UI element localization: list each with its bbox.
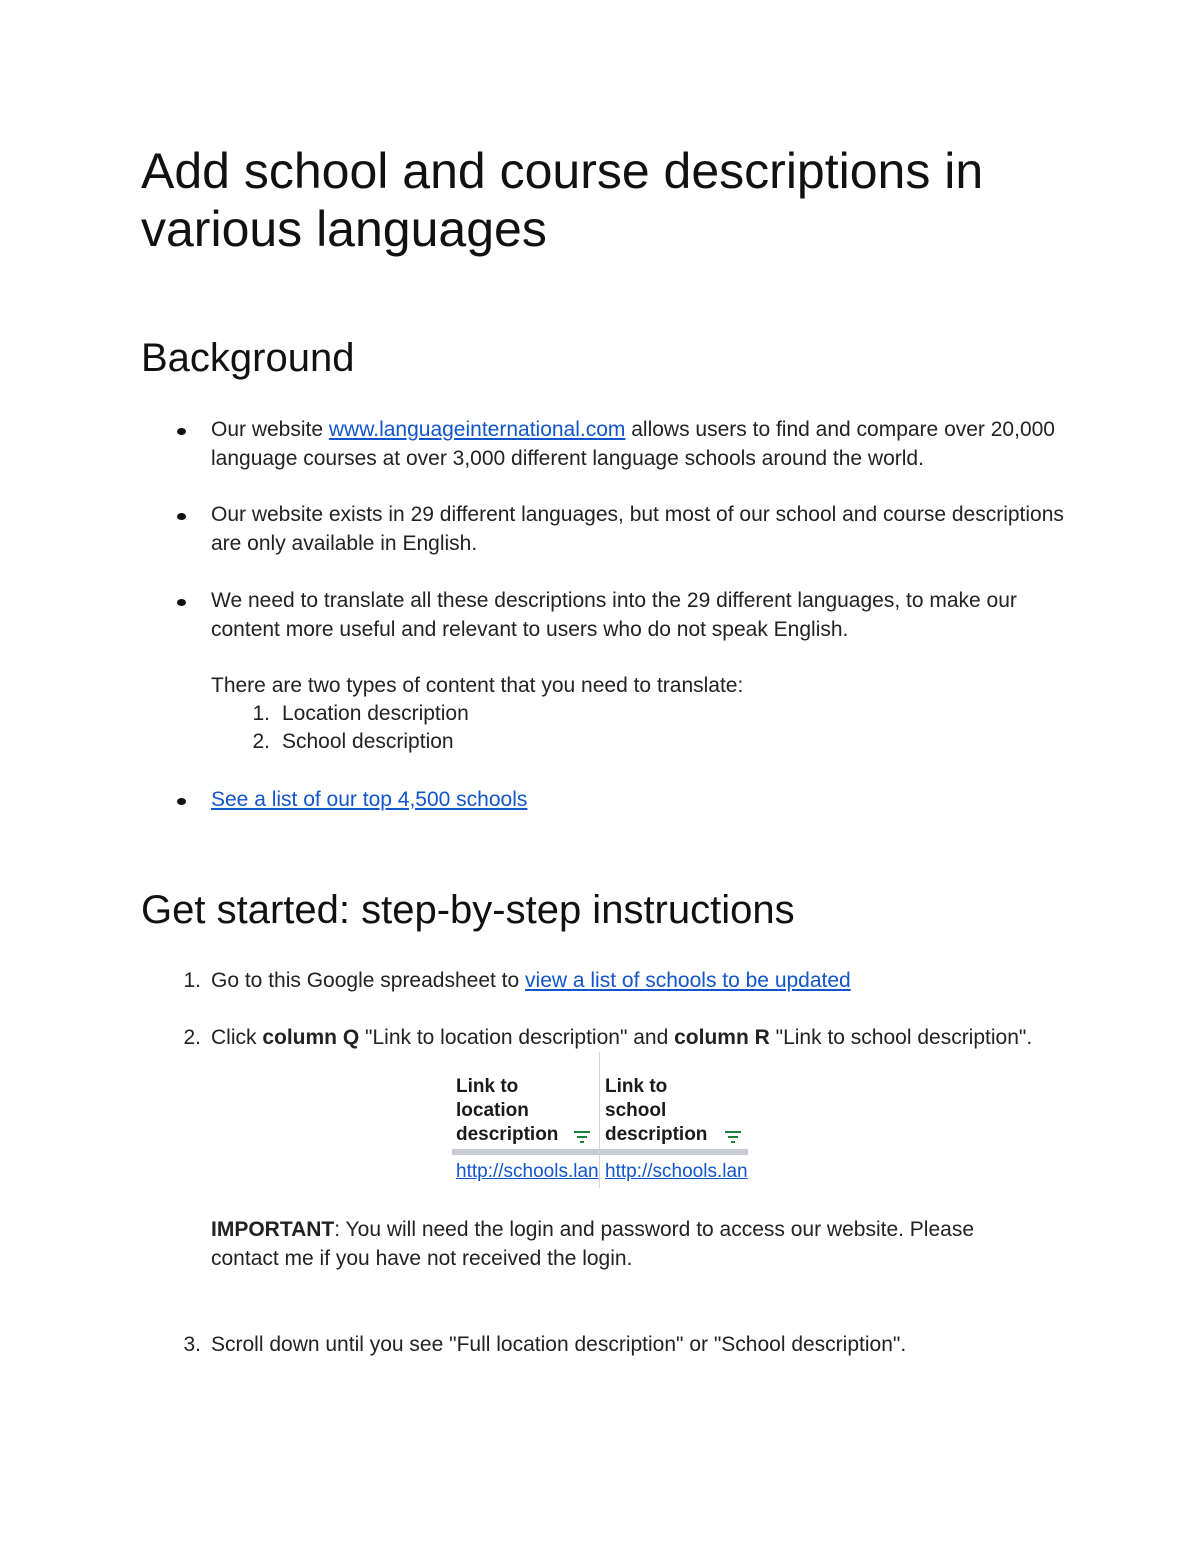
step-1 (183, 967, 1111, 996)
step-3-text: Scroll down until you see "Full location description" or "School description". (211, 1333, 907, 1356)
content-type-number: 1. (252, 702, 270, 725)
important-note (211, 1216, 1031, 1273)
page-title: Add school and course descriptions in various languages (141, 143, 984, 257)
important-text: : You will need the login and password to access our website. Please contact me if you have not received the login. (211, 1218, 974, 1270)
bullet-dot-icon (177, 798, 186, 805)
step-3 (183, 1331, 1111, 1360)
content-type-item (252, 728, 982, 757)
step-2 (183, 1024, 1111, 1053)
bullet-dot-icon (177, 513, 186, 520)
filter-icon (724, 1130, 742, 1144)
important-label: IMPORTANT (211, 1218, 335, 1241)
step-2-text: "Link to location description" and (359, 1026, 675, 1049)
content-type-number: 2. (252, 730, 270, 753)
step-number: 2. (183, 1026, 201, 1049)
step-2-text: "Link to school description". (769, 1026, 1033, 1049)
step-2-text: Click (211, 1026, 263, 1049)
step-number: 3. (183, 1333, 201, 1356)
step-number: 1. (183, 969, 201, 992)
background-heading: Background (141, 336, 355, 380)
filter-icon (573, 1130, 591, 1144)
schools-spreadsheet-link[interactable]: view a list of schools to be updated (525, 969, 851, 992)
background-bullet-3 (211, 587, 1071, 644)
get-started-heading: Get started: step-by-step instructions (141, 888, 795, 932)
website-link[interactable]: www.languageinternational.com (328, 418, 626, 441)
column-q-header: Link to location description (456, 1076, 559, 1145)
header-separator (452, 1149, 748, 1155)
content-type-label: School description (282, 730, 454, 753)
content-type-label: Location description (282, 702, 469, 725)
bullet-1-prefix: Our website (211, 418, 329, 441)
content-type-item (252, 700, 982, 729)
school-description-link-cell: http://schools.lan (605, 1161, 748, 1182)
background-bullet-1 (211, 416, 1071, 473)
step-1-prefix: Go to this Google spreadsheet to (211, 969, 526, 992)
top-schools-link[interactable]: See a list of our top 4,500 schools (211, 788, 528, 811)
bullet-2-text: Our website exists in 29 different languages, but most of our school and course descriptions are only available in English. (211, 503, 1064, 555)
bullet-dot-icon (177, 599, 186, 606)
bullet-1-suffix: allows users to find and compare over 20,000 language courses at over 3,000 different language schools around the world. (211, 418, 1055, 470)
column-q-label: column Q (262, 1026, 360, 1049)
content-types-intro: There are two types of content that you need to translate: (211, 674, 744, 697)
column-r-header: Link to school description (605, 1076, 708, 1145)
location-description-link-cell: http://schools.lan (456, 1161, 599, 1182)
background-bullet-4 (211, 786, 1071, 815)
column-r-label: column R (674, 1026, 770, 1049)
background-bullet-2 (211, 501, 1071, 558)
bullet-3-text: We need to translate all these descriptions into the 29 different languages, to make our content more useful and relevant to users who do not speak English. (211, 589, 1017, 641)
spreadsheet-screenshot (452, 1052, 752, 1188)
bullet-dot-icon (177, 428, 186, 435)
column-divider (599, 1052, 600, 1188)
